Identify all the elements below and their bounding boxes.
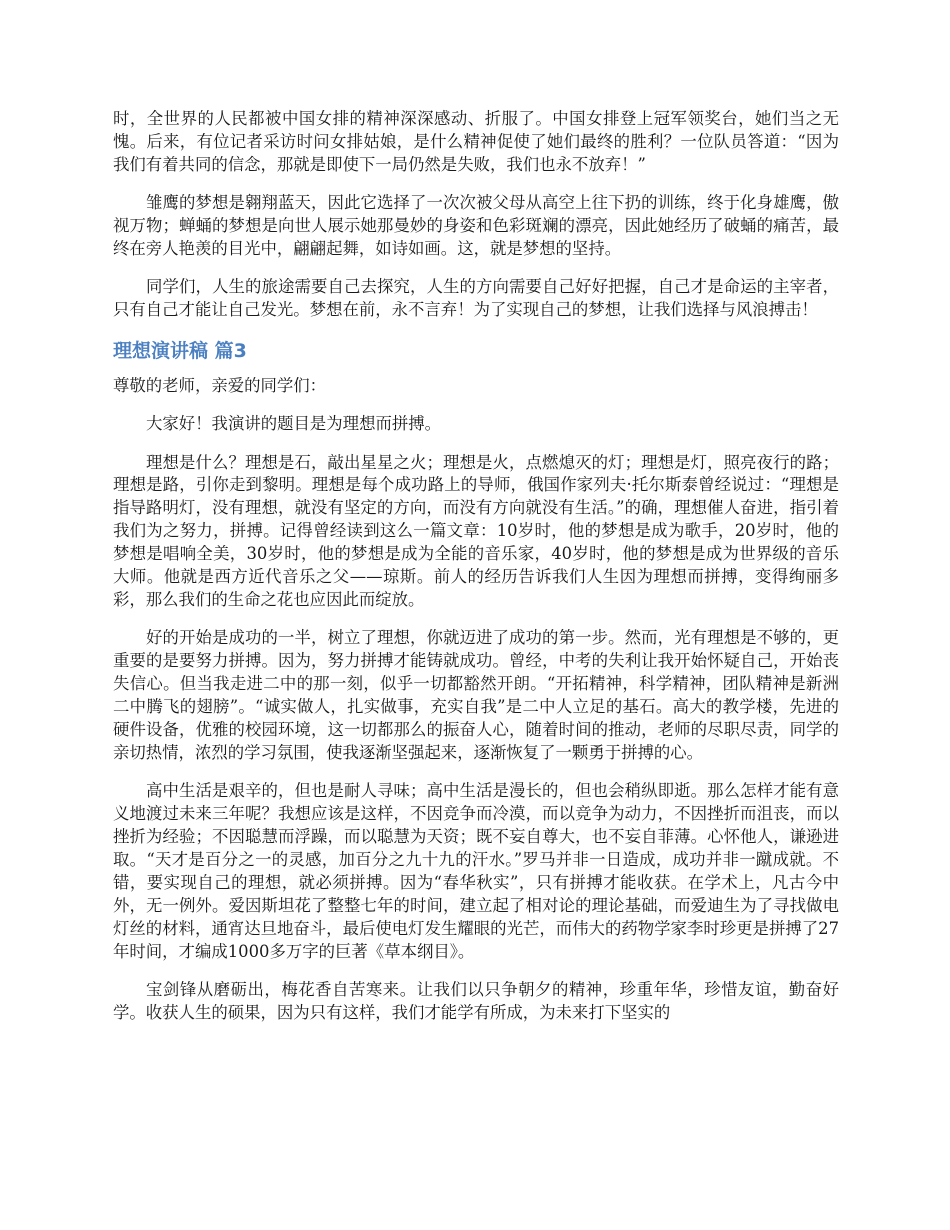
paragraph: 好的开始是成功的一半，树立了理想，你就迈进了成功的第一步。然而，光有理想是不够的，更重要的是要努力拼搏。因为，努力拼搏才能铸就成功。曾经，中考的失利让我开始怀疑自己，开始丧失信心。但当我走进二中的那一刻，似乎一切都豁然开朗。“开拓精神，科学精神，团队精神是新洲二中腾飞的翅膀”。“诚实做人，扎实做事，充实自我”是二中人立足的基石。高大的教学楼，先进的硬件设备，优雅的校园环境，这一切都那么的振奋人心，随着时间的推动，老师的尽职尽责，同学的亲切热情，浓烈的学习氛围，使我逐渐坚强起来，逐渐恢复了一颗勇于拼搏的心。 [113,628,839,762]
salutation: 尊敬的老师，亲爱的同学们： [113,375,327,395]
section-heading: 理想演讲稿 篇3 [113,339,247,362]
paragraph: 高中生活是艰辛的，但也是耐人寻味；高中生活是漫长的，但也会稍纵即逝。那么怎样才能有意义地渡过未来三年呢？我想应该是这样，不因竞争而冷漠，而以竞争为动力，不因挫折而沮丧，而以挫折为经验；不因聪慧而浮躁，而以聪慧为天资；既不妄自尊大，也不妄自菲薄。心怀他人，谦逊进取。“天才是百分之一的灵感，加百分之九十九的汗水。”罗马并非一日造成，成功并非一蹴成就。不错，要实现自己的理想，就必须拼搏。因为“春华秋实”，只有拼搏才能收获。在学术上，凡古今中外，无一例外。爱因斯坦花了整整七年的时间，建立起了相对论的理论基础，而爱迪生为了寻找做电灯丝的材料，通宵达旦地奋斗，最后使电灯发生耀眼的光芒，而伟大的药物学家李时珍更是拼搏了27年时间，才编成1000多万字的巨著《草本纲目》。 [113,781,839,961]
paragraph: 大家好！我演讲的题目是为理想而拼搏。 [146,414,442,434]
paragraph: 理想是什么？理想是石，敲出星星之火；理想是火，点燃熄灭的灯；理想是灯，照亮夜行的路；理想是路，引你走到黎明。理想是每个成功路上的导师，俄国作家列夫·托尔斯泰曾经说过：“理想是指导路明灯，没有理想，就没有坚定的方向，而没有方向就没有生活。”的确，理想催人奋进，指引着我们为之努力，拼搏。记得曾经读到这么一篇文章：10岁时，他的梦想是成为歌手，20岁时，他的梦想是唱响全美，30岁时，他的梦想是成为全能的音乐家，40岁时，他的梦想是成为世界级的音乐大师。他就是西方近代音乐之父——琼斯。前人的经历告诉我们人生因为理想而拼搏，变得绚丽多彩，那么我们的生命之花也应因此而绽放。 [113,452,839,609]
paragraph: 时，全世界的人民都被中国女排的精神深深感动、折服了。中国女排登上冠军领奖台，她们当之无愧。后来，有位记者采访时问女排姑娘，是什么精神促使了她们最终的胜利？一位队员答道：“因为我们有着共同的信念，那就是即使下一局仍然是失败，我们也永不放弃！” [113,109,839,174]
document-page [113,108,839,1040]
paragraph: 雏鹰的梦想是翱翔蓝天，因此它选择了一次次被父母从高空上往下扔的训练，终于化身雄鹰，傲视万物；蝉蛹的梦想是向世人展示她那曼妙的身姿和色彩斑斓的漂亮，因此她经历了破蛹的痛苦，最终在旁人艳羡的目光中，翩翩起舞，如诗如画。这，就是梦想的坚持。 [113,193,839,259]
paragraph: 同学们，人生的旅途需要自己去探究，人生的方向需要自己好好把握，自己才是命运的主宰者，只有自己才能让自己发光。梦想在前，永不言弃！为了实现自己的梦想，让我们选择与风浪搏击！ [113,277,839,320]
paragraph: 宝剑锋从磨砺出，梅花香自苦寒来。让我们以只争朝夕的精神，珍重年华，珍惜友谊，勤奋好学。收获人生的硕果，因为只有这样，我们才能学有所成，为未来打下坚实的 [113,980,839,1022]
